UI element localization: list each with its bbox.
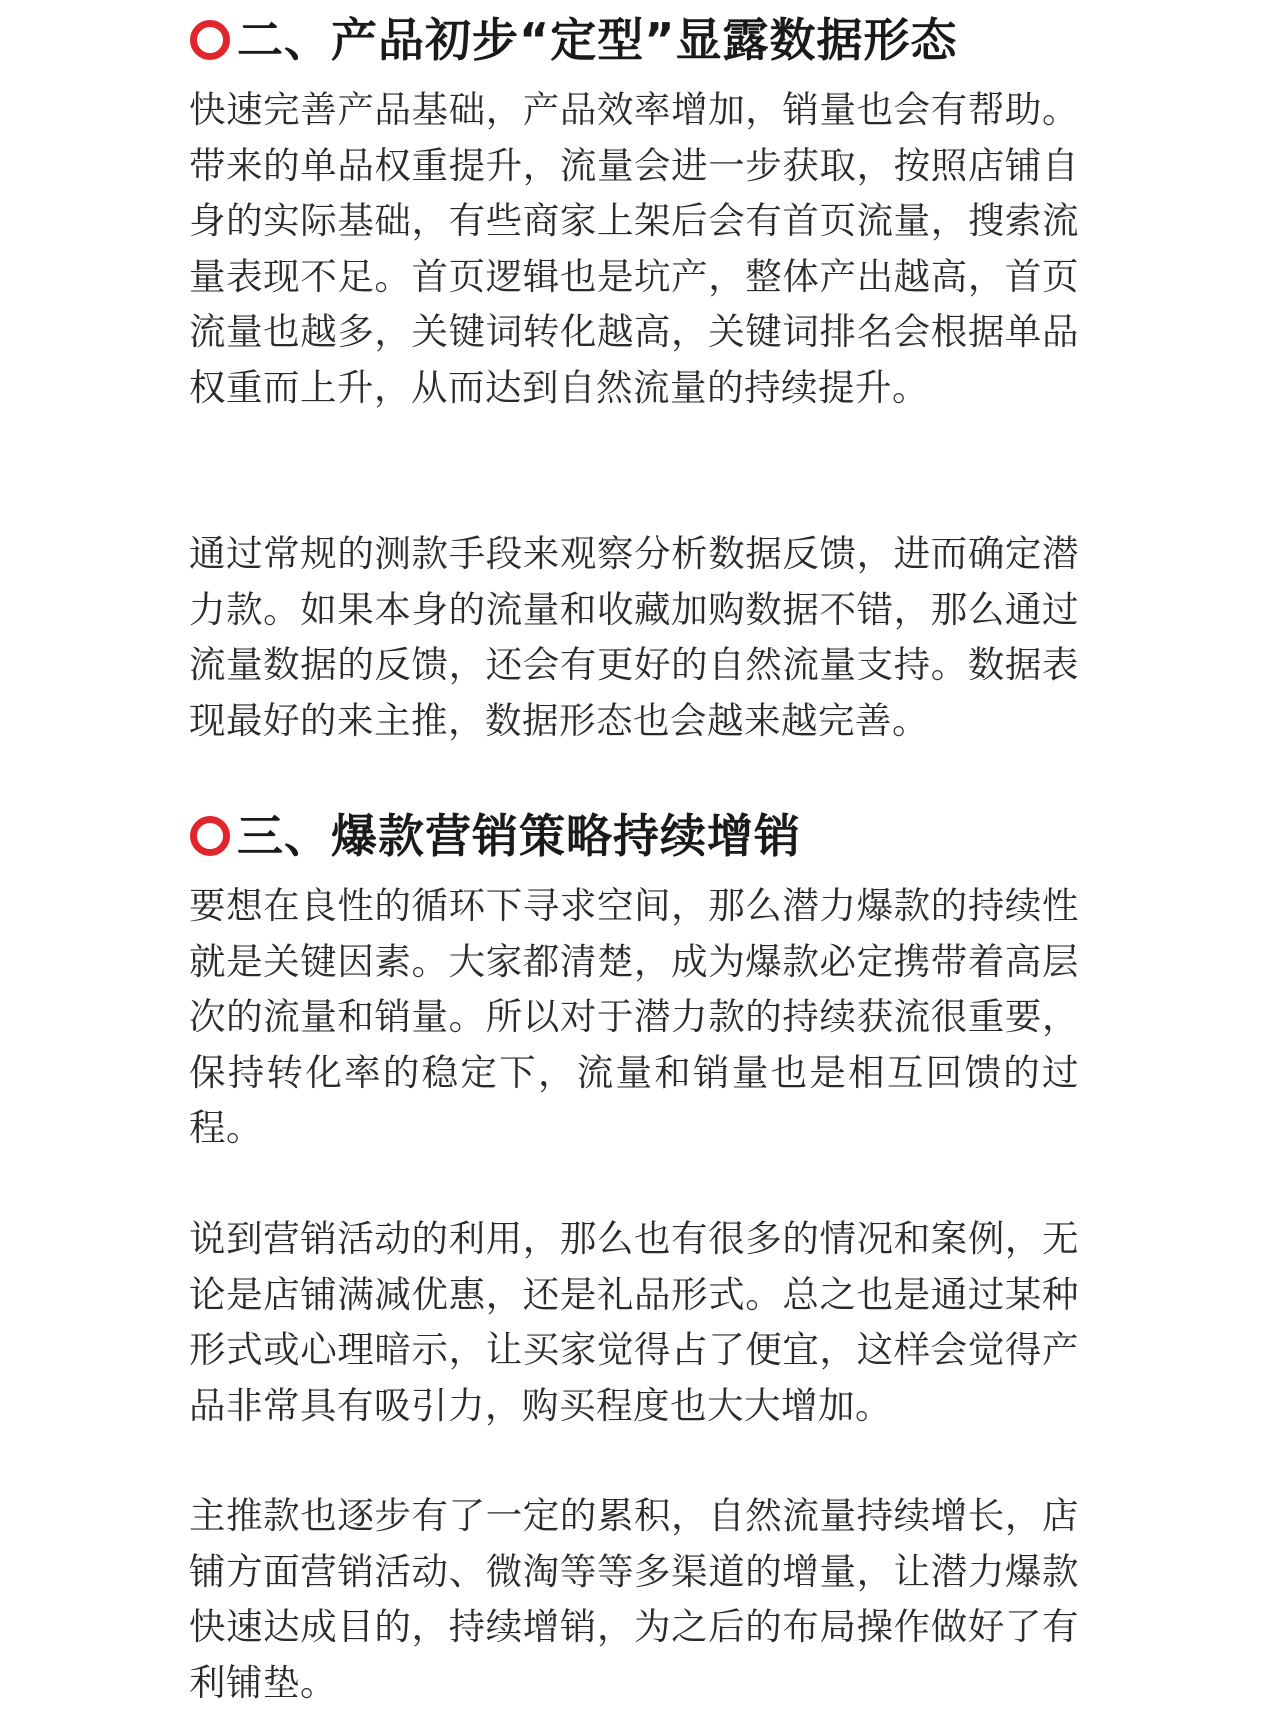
paragraph: 要想在良性的循环下寻求空间，那么潜力爆款的持续性就是关键因素。大家都清楚，成为爆款必定携带着高层次的流量和销量。所以对于潜力款的持续获流很重要，保持转化率的稳定下，流量和销量也是相互回馈的过程。 [189,884,1079,1149]
paragraph: 通过常规的测款手段来观察分析数据反馈，进而确定潜力款。如果本身的流量和收藏加购数据不错，那么通过流量数据的反馈，还会有更好的自然流量支持。数据表现最好的来主推，数据形态也会越来越完善。 [189,532,1079,742]
section-title: 三、爆款营销策略持续增销 [237,809,801,863]
paragraph: 快速完善产品基础，产品效率增加，销量也会有帮助。带来的单品权重提升，流量会进一步获取，按照店铺自身的实际基础，有些商家上架后会有首页流量，搜索流量表现不足。首页逻辑也是坑产，整体产出越高，首页流量也越多，关键词转化越高，关键词排名会根据单品权重而上升，从而达到自然流量的持续提升。 [189,88,1079,409]
section-heading [189,796,801,876]
paragraph: 说到营销活动的利用，那么也有很多的情况和案例，无论是店铺满减优惠，还是礼品形式。总之也是通过某种形式或心理暗示，让买家觉得占了便宜，这样会觉得产品非常具有吸引力，购买程度也大大增加。 [189,1217,1079,1427]
paragraph: 主推款也逐步有了一定的累积，自然流量持续增长，店铺方面营销活动、微淘等等多渠道的增量，让潜力爆款快速达成目的，持续增销，为之后的布局操作做好了有利铺垫。 [189,1494,1079,1704]
section-heading [189,0,957,80]
section-title: 二、产品初步“定型”显露数据形态 [237,13,958,67]
red-hollow-circle-icon [189,815,231,857]
red-hollow-circle-icon [189,19,231,61]
